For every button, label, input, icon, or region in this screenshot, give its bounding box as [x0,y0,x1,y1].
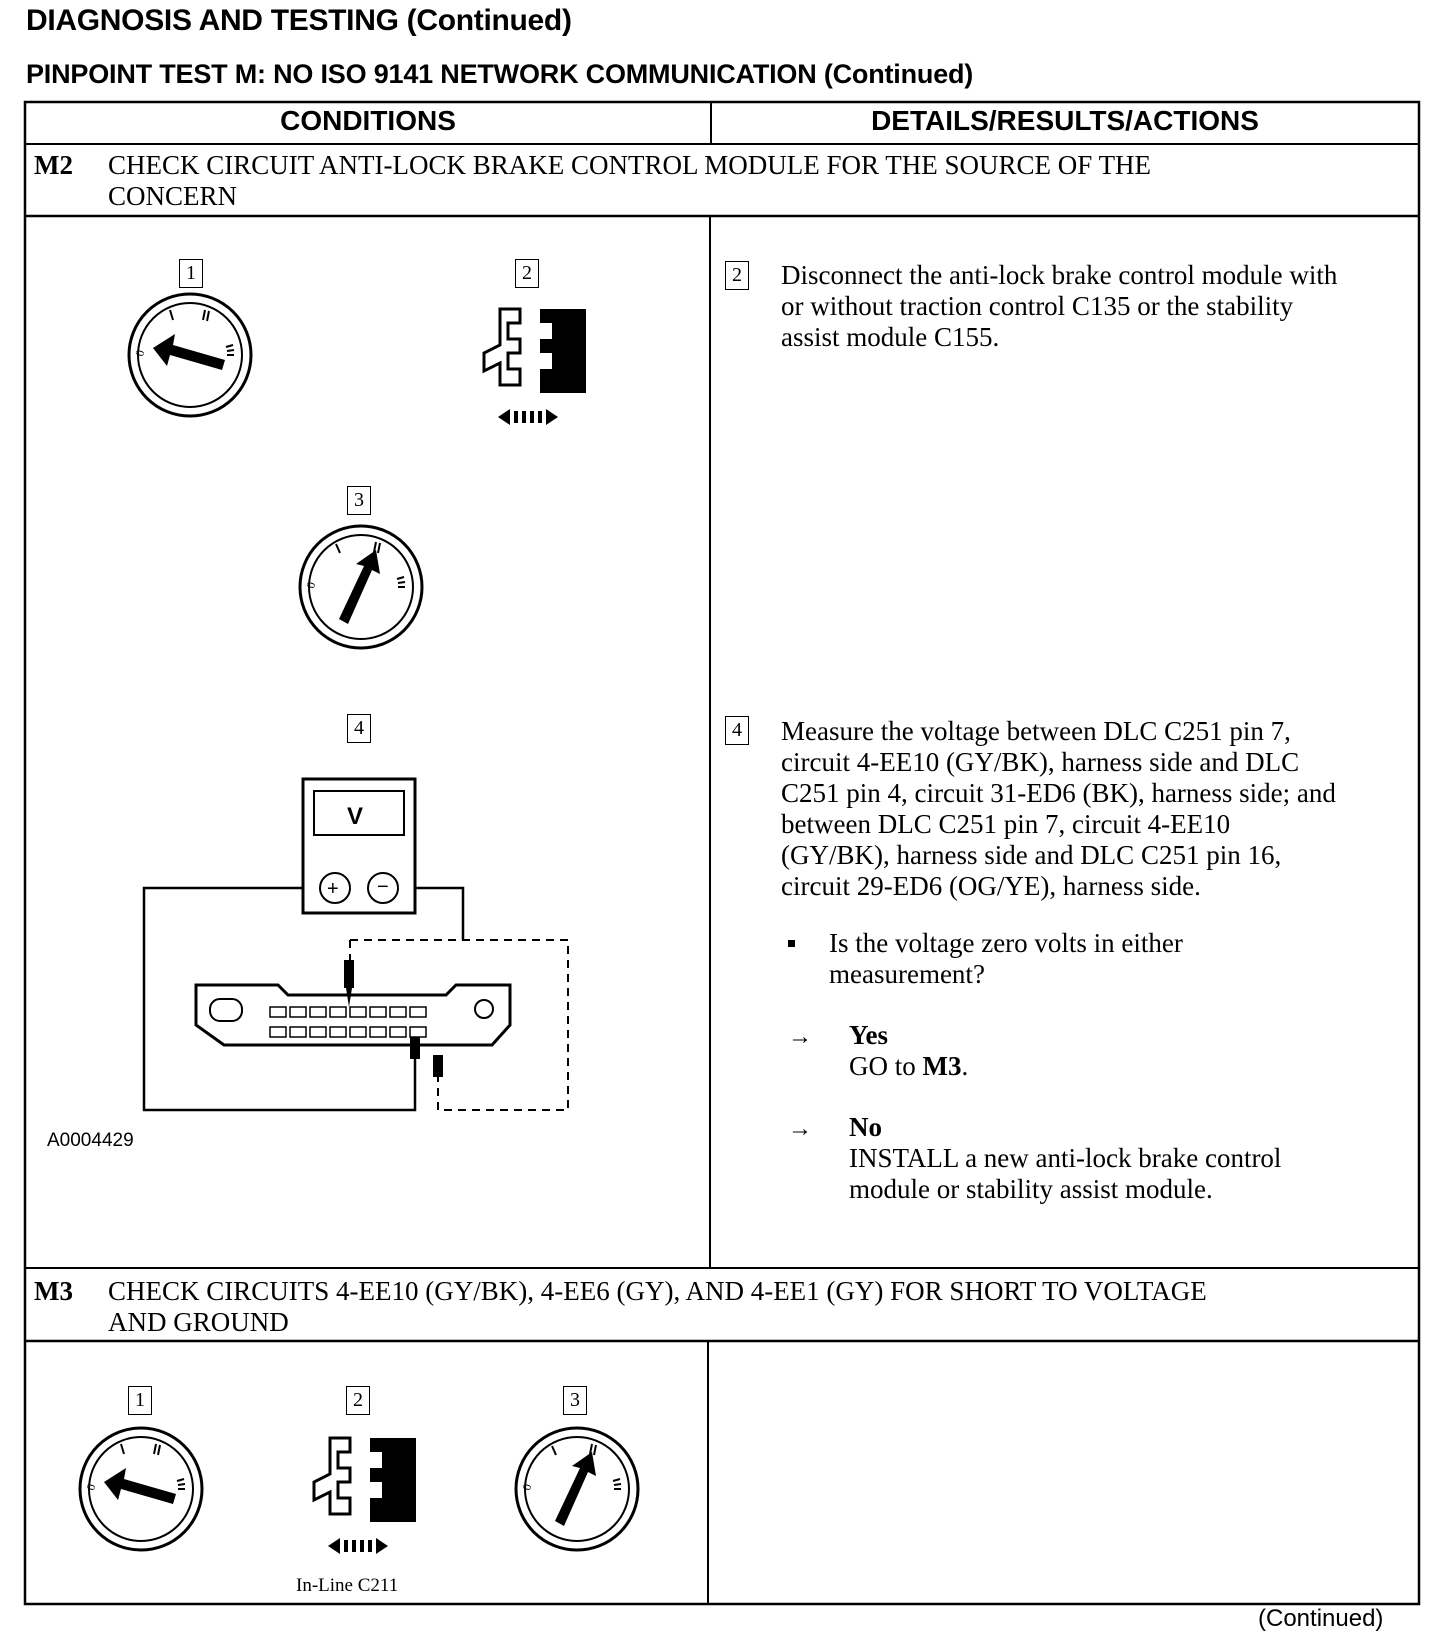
action-step-4-line: between DLC C251 pin 7, circuit 4-EE10 [781,809,1231,839]
svg-text:0: 0 [303,580,319,590]
step-m3-title [108,1276,1207,1338]
voltmeter-dlc-diagram [140,775,580,1120]
fig-step-number: 1 [128,1386,152,1415]
svg-text:0: 0 [83,1482,99,1492]
question-line: measurement? [829,959,985,989]
connector-disconnect-icon [462,305,592,425]
result-no-label: No [849,1112,882,1142]
fig-step-number: 2 [346,1386,370,1415]
fig-step-number: 4 [347,714,371,743]
meter-label-v: V [347,803,364,830]
ignition-run-icon [512,1424,642,1554]
result-yes-action-text: GO to [849,1051,923,1081]
action-step-2-line: or without traction control C135 or the stability [781,291,1294,321]
goto-m3-link[interactable]: M3 [922,1051,962,1081]
action-step-4-line: (GY/BK), harness side and DLC C251 pin 16, [781,840,1282,870]
ignition-off-icon [76,1424,206,1554]
result-yes-action-suffix: . [961,1051,969,1081]
bullet-icon [788,940,795,947]
result-yes-action [849,1051,968,1082]
action-step-4-line: circuit 4-EE10 (GY/BK), harness side and DLC [781,747,1300,777]
step-m3-title-line2: AND GROUND [108,1307,289,1337]
result-yes [849,1020,968,1082]
result-no-action-line: module or stability assist module. [849,1174,1213,1204]
connector-label: In-Line C211 [296,1575,399,1596]
fig-step-number: 1 [179,259,203,288]
svg-text:0: 0 [519,1482,535,1492]
action-step-2-line: Disconnect the anti-lock brake control module with [781,260,1338,290]
step-m2-title [108,150,1151,212]
step-m3-title-line1: CHECK CIRCUITS 4-EE10 (GY/BK), 4-EE6 (GY), AND 4-EE1 (GY) FOR SHORT TO VOLTAGE [108,1276,1207,1306]
action-step-4-line: circuit 29-ED6 (OG/YE), harness side. [781,871,1201,901]
action-step-number: 4 [725,716,749,745]
arrow-right-icon: → [788,1024,812,1050]
result-no [849,1112,1281,1205]
action-step-4-line: Measure the voltage between DLC C251 pin 7, [781,716,1291,746]
continued-footer: (Continued) [1258,1605,1384,1632]
question [829,928,1183,990]
fig-step-number: 2 [515,259,539,288]
result-no-action-line: INSTALL a new anti-lock brake control [849,1143,1282,1173]
ignition-off-icon [125,290,255,420]
header-actions: DETAILS/RESULTS/ACTIONS [871,105,1259,136]
fig-step-number: 3 [563,1386,587,1415]
step-m2-title-line1: CHECK CIRCUIT ANTI-LOCK BRAKE CONTROL MODULE FOR THE SOURCE OF THE [108,150,1152,180]
connector-disconnect-icon [292,1434,422,1554]
action-step-2 [781,260,1337,353]
question-line: Is the voltage zero volts in either [829,928,1183,958]
action-step-2-line: assist module C155. [781,322,1000,352]
test-title: PINPOINT TEST M: NO ISO 9141 NETWORK COMMUNICATION (Continued) [26,59,974,89]
svg-text:+: + [327,878,339,900]
page-title: DIAGNOSIS AND TESTING (Continued) [26,4,572,37]
fig-step-number: 3 [347,486,371,515]
ignition-run-icon [296,522,426,652]
svg-text:0: 0 [132,348,148,358]
result-yes-label: Yes [849,1020,888,1050]
action-step-number: 2 [725,261,749,290]
action-step-4 [781,716,1336,902]
action-step-4-line: C251 pin 4, circuit 31-ED6 (BK), harness side; and [781,778,1336,808]
arrow-right-icon: → [788,1116,812,1142]
step-m3-id: M3 [34,1276,73,1306]
step-m2-title-line2: CONCERN [108,181,238,211]
svg-text:−: − [377,876,389,898]
figure-id: A0004429 [47,1130,134,1151]
step-m2-id: M2 [34,150,73,180]
header-conditions: CONDITIONS [280,105,456,136]
